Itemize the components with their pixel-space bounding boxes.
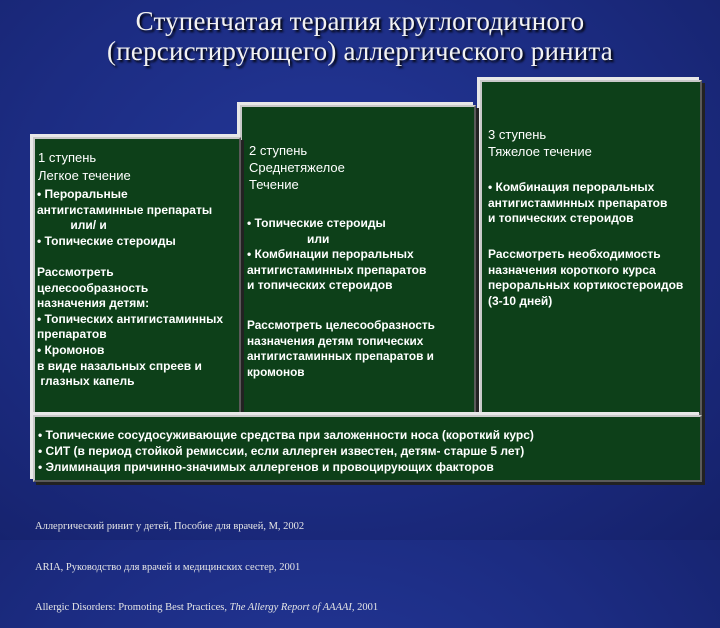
step-3-consider: Рассмотреть необходимость назначения короткого курса пероральных кортикостероидов (3-10 дней) <box>488 247 684 308</box>
reference-1: Аллергический ринит у детей, Пособие для врачей, М, 2002 <box>35 521 305 532</box>
reference-3-italic: The Allergy Report of AAAAI, <box>229 602 355 613</box>
reference-3 <box>35 601 378 615</box>
step-3-heading: 3 ступень Тяжелое течение <box>488 127 592 159</box>
step-3-body: • Комбинация пероральных антигистаминных препаратов и топических стероидов <box>488 180 668 226</box>
step-2-body: • Топические стероиды или • Комбинации пероральных антигистаминных препаратов и топических стероидов <box>247 216 427 293</box>
slide-title <box>0 6 720 66</box>
reference-2: ARIA, Руководство для врачей и медицинских сестер, 2001 <box>35 561 301 573</box>
step-2-heading: 2 ступень Среднетяжелое Течение <box>249 143 345 192</box>
step-2-consider: Рассмотреть целесообразность назначения детям топических антигистаминных препаратов и кромонов <box>247 318 435 379</box>
references <box>35 493 378 628</box>
common-measure-item: • Топические сосудосуживающие средства при заложенности носа (короткий курс) <box>38 428 534 442</box>
slide-title-line-2: (персистирующего) аллергического ринита <box>107 36 613 66</box>
common-measure-item: • Элиминация причинно-значимых аллергенов и провоцирующих факторов <box>38 460 494 474</box>
step-1-heading-level: 1 ступень <box>38 150 97 165</box>
reference-3-suffix: 2001 <box>354 602 379 613</box>
step-1-heading-severity: Легкое течение <box>38 168 131 183</box>
step-1-body: • Пероральные антигистаминные препараты или/ и • Топические стероиды Рассмотреть целесообразность назначения детям: • Топических антигистаминных препаратов • Кромонов в виде назальных спреев и глазных капель <box>37 187 224 389</box>
common-measure-item: • СИТ (в период стойкой ремиссии, если аллерген известен, детям- старше 5 лет) <box>38 444 525 458</box>
reference-3-prefix: Allergic Disorders: Promoting Best Practices, <box>35 602 230 613</box>
slide-title-line-1: Ступенчатая терапия круглогодичного <box>135 6 585 36</box>
